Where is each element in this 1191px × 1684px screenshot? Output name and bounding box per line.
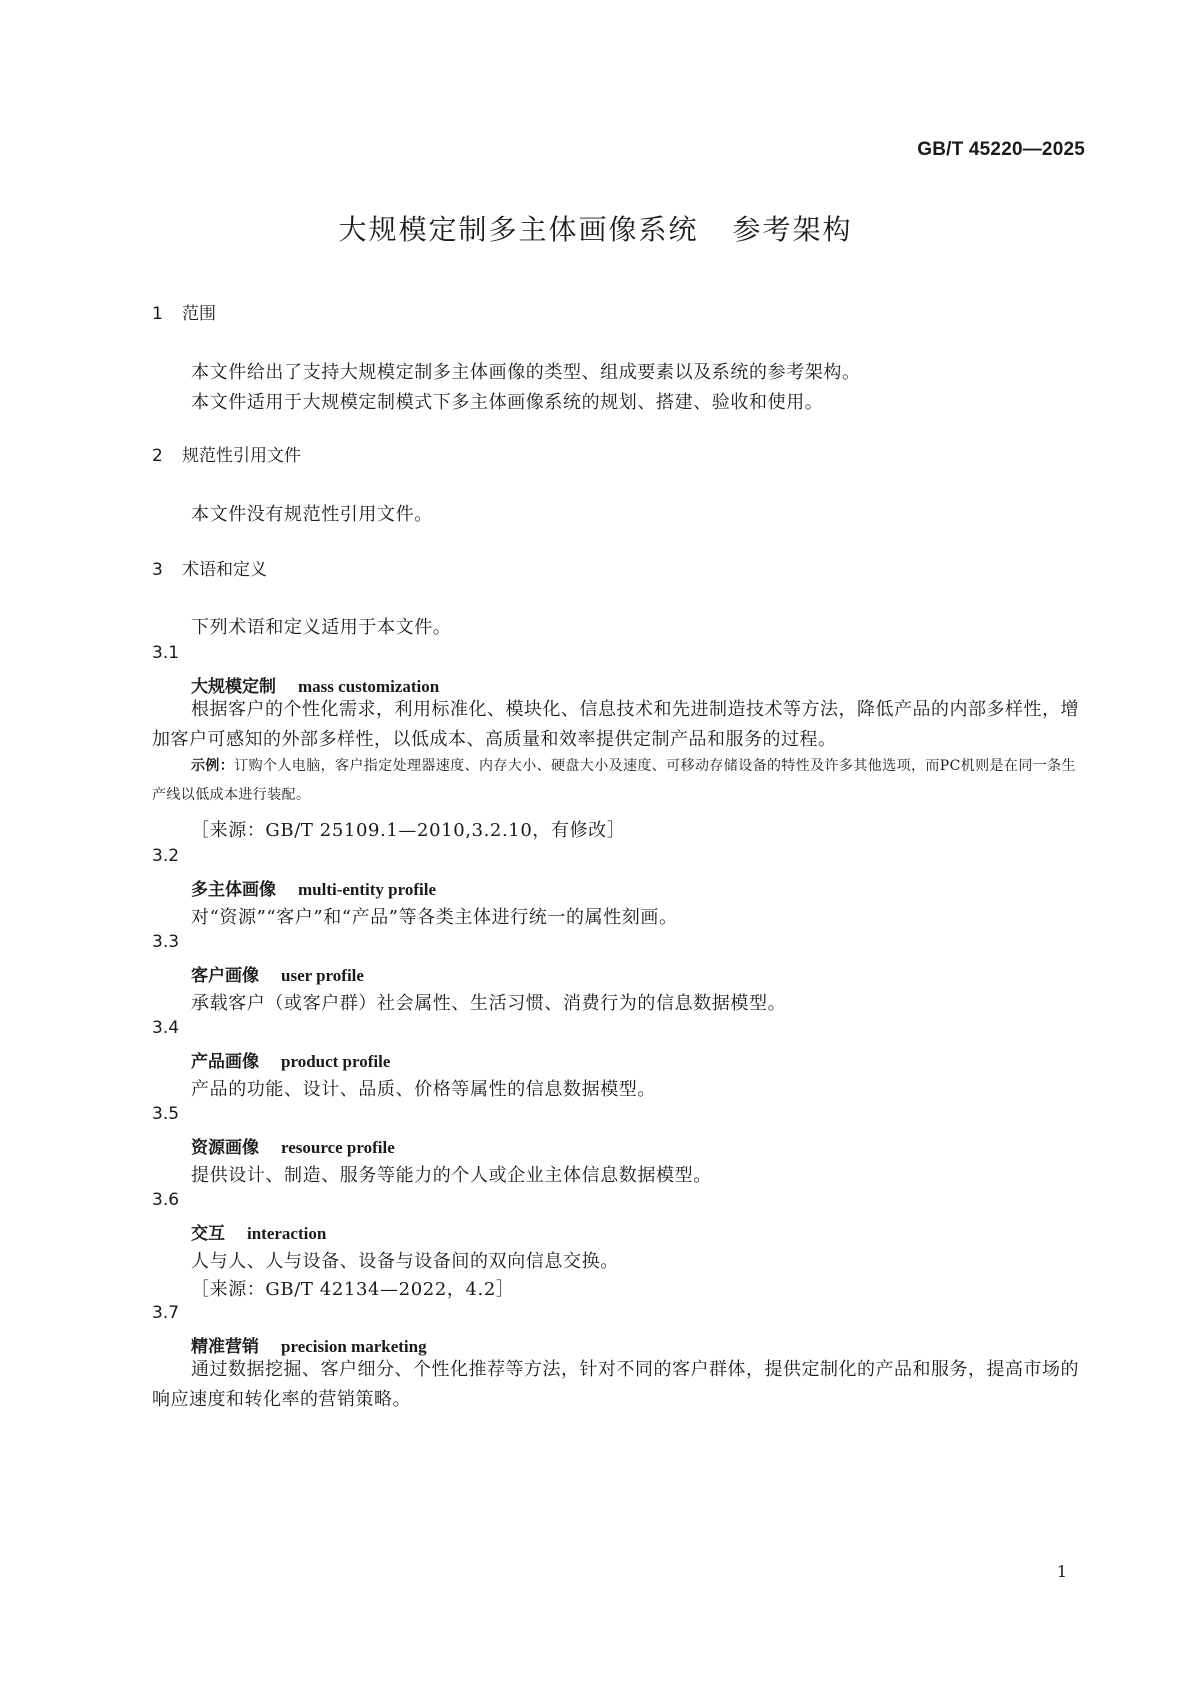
term-english: resource profile bbox=[281, 1138, 395, 1157]
section-number: 1 bbox=[152, 304, 163, 324]
term-heading bbox=[191, 1047, 390, 1072]
section-3-heading bbox=[152, 555, 267, 580]
term-number: 3.1 bbox=[152, 643, 180, 663]
standard-number: GB/T 45220—2025 bbox=[917, 139, 1085, 160]
term-chinese: 产品画像 bbox=[191, 1052, 259, 1072]
term-chinese: 大规模定制 bbox=[191, 677, 276, 697]
document-title bbox=[0, 208, 1191, 248]
section-title: 范围 bbox=[182, 304, 216, 324]
term-heading bbox=[191, 961, 364, 986]
term-source: ［来源：GB/T 25109.1—2010,3.2.10，有修改］ bbox=[191, 820, 626, 841]
scope-paragraph-2: 本文件适用于大规模定制模式下多主体画像系统的规划、搭建、验收和使用。 bbox=[191, 392, 824, 413]
term-definition: 人与人、人与设备、设备与设备间的双向信息交换。 bbox=[191, 1251, 619, 1272]
title-main: 大规模定制多主体画像系统 bbox=[338, 213, 699, 246]
term-number: 3.4 bbox=[152, 1018, 180, 1038]
term-example bbox=[152, 752, 1082, 810]
page-number: 1 bbox=[1056, 1562, 1067, 1581]
term-definition: 承载客户（或客户群）社会属性、生活习惯、消费行为的信息数据模型。 bbox=[191, 993, 787, 1014]
term-english: interaction bbox=[247, 1224, 327, 1243]
term-chinese: 精准营销 bbox=[191, 1337, 259, 1357]
section-2-heading bbox=[152, 441, 301, 466]
example-label: 示例： bbox=[191, 758, 235, 774]
term-definition: 根据客户的个性化需求，利用标准化、模块化、信息技术和先进制造技术等方法，降低产品的内部多样性，增加客户可感知的外部多样性，以低成本、高质量和效率提供定制产品和服务的过程。 bbox=[152, 699, 1079, 750]
term-number: 3.3 bbox=[152, 932, 180, 952]
term-number: 3.5 bbox=[152, 1104, 180, 1124]
section-title: 规范性引用文件 bbox=[182, 446, 301, 466]
term-english: user profile bbox=[281, 966, 364, 985]
term-english: multi-entity profile bbox=[298, 880, 437, 899]
terms-intro-paragraph: 下列术语和定义适用于本文件。 bbox=[191, 617, 452, 638]
term-definition: 对“资源”“客户”和“产品”等各类主体进行统一的属性刻画。 bbox=[191, 907, 678, 928]
term-english: product profile bbox=[281, 1052, 391, 1071]
section-title: 术语和定义 bbox=[182, 560, 267, 580]
term-chinese: 多主体画像 bbox=[191, 880, 276, 900]
term-chinese: 客户画像 bbox=[191, 966, 259, 986]
term-english: precision marketing bbox=[281, 1337, 427, 1356]
term-number: 3.2 bbox=[152, 846, 180, 866]
term-heading bbox=[191, 1332, 427, 1357]
scope-paragraph-1: 本文件给出了支持大规模定制多主体画像的类型、组成要素以及系统的参考架构。 bbox=[191, 362, 861, 383]
term-heading bbox=[191, 875, 436, 900]
term-heading bbox=[191, 672, 439, 697]
term-chinese: 资源画像 bbox=[191, 1138, 259, 1158]
normative-references-paragraph: 本文件没有规范性引用文件。 bbox=[191, 504, 433, 525]
example-text: 订购个人电脑，客户指定处理器速度、内存大小、硬盘大小及速度、可移动存储设备的特性及许多其他选项，而PC机则是在同一条生产线以低成本进行装配。 bbox=[152, 758, 1076, 803]
term-chinese: 交互 bbox=[191, 1224, 225, 1244]
section-1-heading bbox=[152, 299, 216, 324]
term-definition: 通过数据挖掘、客户细分、个性化推荐等方法，针对不同的客户群体，提供定制化的产品和服务，提高市场的响应速度和转化率的营销策略。 bbox=[152, 1359, 1079, 1410]
term-source: ［来源：GB/T 42134—2022，4.2］ bbox=[191, 1279, 515, 1300]
term-heading bbox=[191, 1219, 326, 1244]
section-number: 3 bbox=[152, 560, 163, 580]
title-sub: 参考架构 bbox=[732, 213, 853, 246]
section-number: 2 bbox=[152, 446, 163, 466]
term-number: 3.6 bbox=[152, 1190, 180, 1210]
term-definition: 产品的功能、设计、品质、价格等属性的信息数据模型。 bbox=[191, 1079, 656, 1100]
term-number: 3.7 bbox=[152, 1303, 180, 1323]
term-definition: 提供设计、制造、服务等能力的个人或企业主体信息数据模型。 bbox=[191, 1165, 712, 1186]
term-heading bbox=[191, 1133, 395, 1158]
term-english: mass customization bbox=[298, 677, 440, 696]
